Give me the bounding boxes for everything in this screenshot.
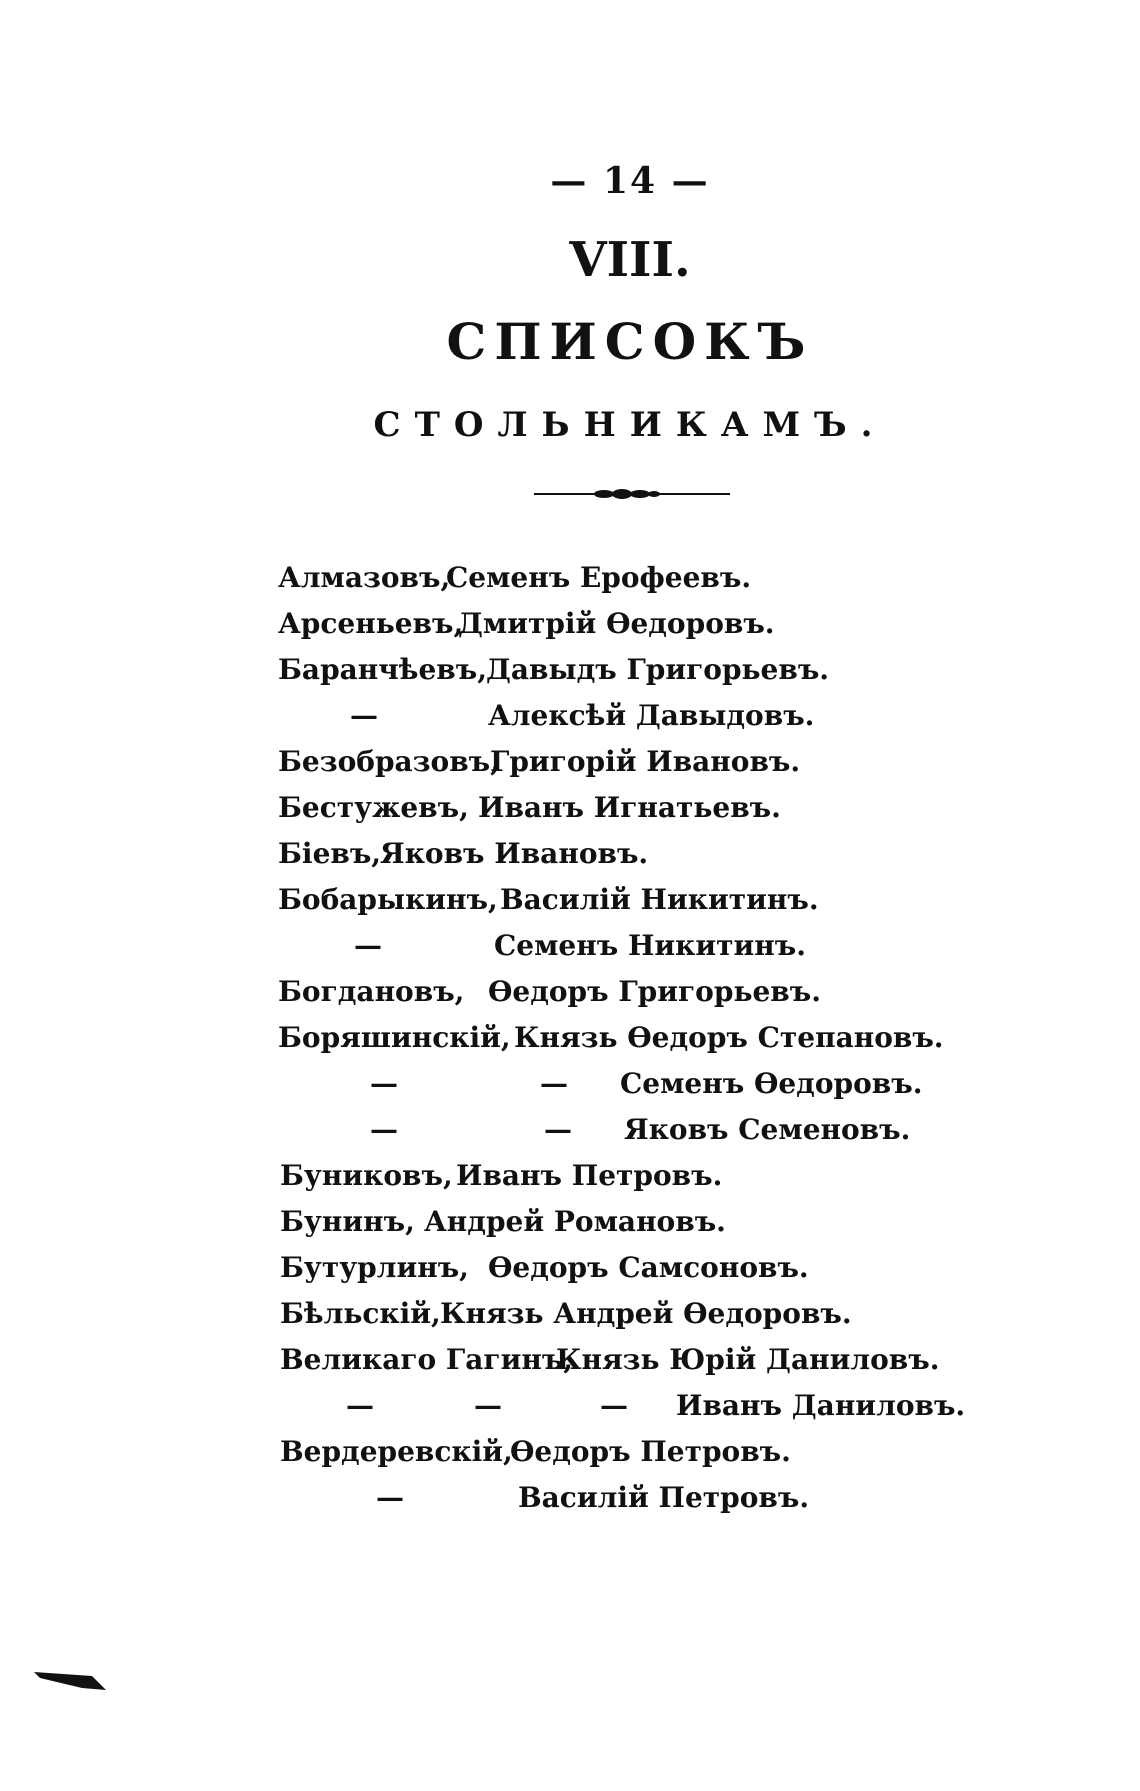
entry-surname: Бестужевъ, [278,791,469,824]
entry-given-name: Василій Никитинъ. [500,883,819,916]
list-item [0,1248,1140,1288]
ink-smudge [32,1666,112,1696]
entry-surname: Великаго Гагинъ, [280,1343,574,1376]
entry-surname: Баранчѣевъ, [278,653,487,686]
entry-surname: Бунинъ, [280,1205,415,1238]
page-number: — 14 — [550,160,710,202]
entry-given-name: Семенъ Ерофеевъ. [446,561,752,594]
entry-given-name: Ѳедоръ Григорьевъ. [488,975,821,1008]
entry-surname: Безобразовъ, [278,745,500,778]
list-item [0,604,1140,644]
list-item [0,1202,1140,1242]
entry-given-name: Князь Андрей Ѳедоровъ. [440,1297,852,1330]
entry-given-name: Ѳедоръ Петровъ. [510,1435,791,1468]
entry-surname: Боряшинскій, [278,1021,511,1054]
entry-given-name: Василій Петровъ. [518,1481,810,1514]
list-subtitle: СТОЛЬНИКАМЪ. [373,405,887,445]
list-item [0,788,1140,828]
entry-given-name: Иванъ Петровъ. [456,1159,723,1192]
entry-given-name: Алексѣй Давыдовъ. [488,699,815,732]
entry-surname: Богдановъ, [278,975,465,1008]
entry-given-name: Андрей Романовъ. [424,1205,726,1238]
entry-given-name: Семенъ Ѳедоровъ. [620,1067,923,1100]
section-number: VIII. [569,232,691,288]
list-item [0,1064,1140,1104]
entry-ditto-dash: — [370,1113,398,1146]
entry-ditto-dash: — [354,929,382,962]
list-item [0,972,1140,1012]
entry-surname: Арсеньевъ, [278,607,464,640]
entry-surname: Бобарыкинъ, [278,883,498,916]
list-item [0,834,1140,874]
list-item [0,1432,1140,1472]
list-title: СПИСОКЪ [446,312,814,371]
list-item [0,650,1140,690]
entry-given-name: Яковъ Семеновъ. [624,1113,911,1146]
entry-ditto-dash: — [376,1481,404,1514]
list-item [0,880,1140,920]
entry-given-name: Князь Юрій Даниловъ. [556,1343,940,1376]
list-item [0,558,1140,598]
list-item [0,926,1140,966]
list-item [0,1018,1140,1058]
entry-ditto-dash: — [600,1389,628,1422]
list-item [0,1386,1140,1426]
entry-surname: Буниковъ, [280,1159,453,1192]
entry-surname: Алмазовъ, [278,561,451,594]
entry-given-name: Семенъ Никитинъ. [494,929,807,962]
entry-ditto-dash: — [544,1113,572,1146]
entry-given-name: Ѳедоръ Самсоновъ. [488,1251,809,1284]
entry-given-name: Иванъ Даниловъ. [676,1389,966,1422]
list-item [0,1156,1140,1196]
entry-ditto-dash: — [540,1067,568,1100]
entry-given-name: Иванъ Игнатьевъ. [478,791,781,824]
entry-surname: Бутурлинъ, [280,1251,469,1284]
entry-ditto-dash: — [350,699,378,732]
entry-surname: Бѣльскій, [280,1297,441,1330]
entry-ditto-dash: — [474,1389,502,1422]
entry-surname: Біевъ, [278,837,382,870]
list-item [0,1294,1140,1334]
entry-given-name: Дмитрій Ѳедоровъ. [458,607,775,640]
list-item [0,1340,1140,1380]
list-item [0,696,1140,736]
list-item [0,1478,1140,1518]
entry-surname: Вердеревскій, [280,1435,513,1468]
entry-given-name: Григорій Ивановъ. [490,745,801,778]
entry-ditto-dash: — [370,1067,398,1100]
list-item [0,742,1140,782]
entry-given-name: Яковъ Ивановъ. [380,837,649,870]
list-item [0,1110,1140,1150]
entry-ditto-dash: — [346,1389,374,1422]
entry-given-name: Давыдъ Григорьевъ. [486,653,830,686]
entry-given-name: Князь Ѳедоръ Степановъ. [514,1021,944,1054]
ornament-divider [534,484,730,504]
